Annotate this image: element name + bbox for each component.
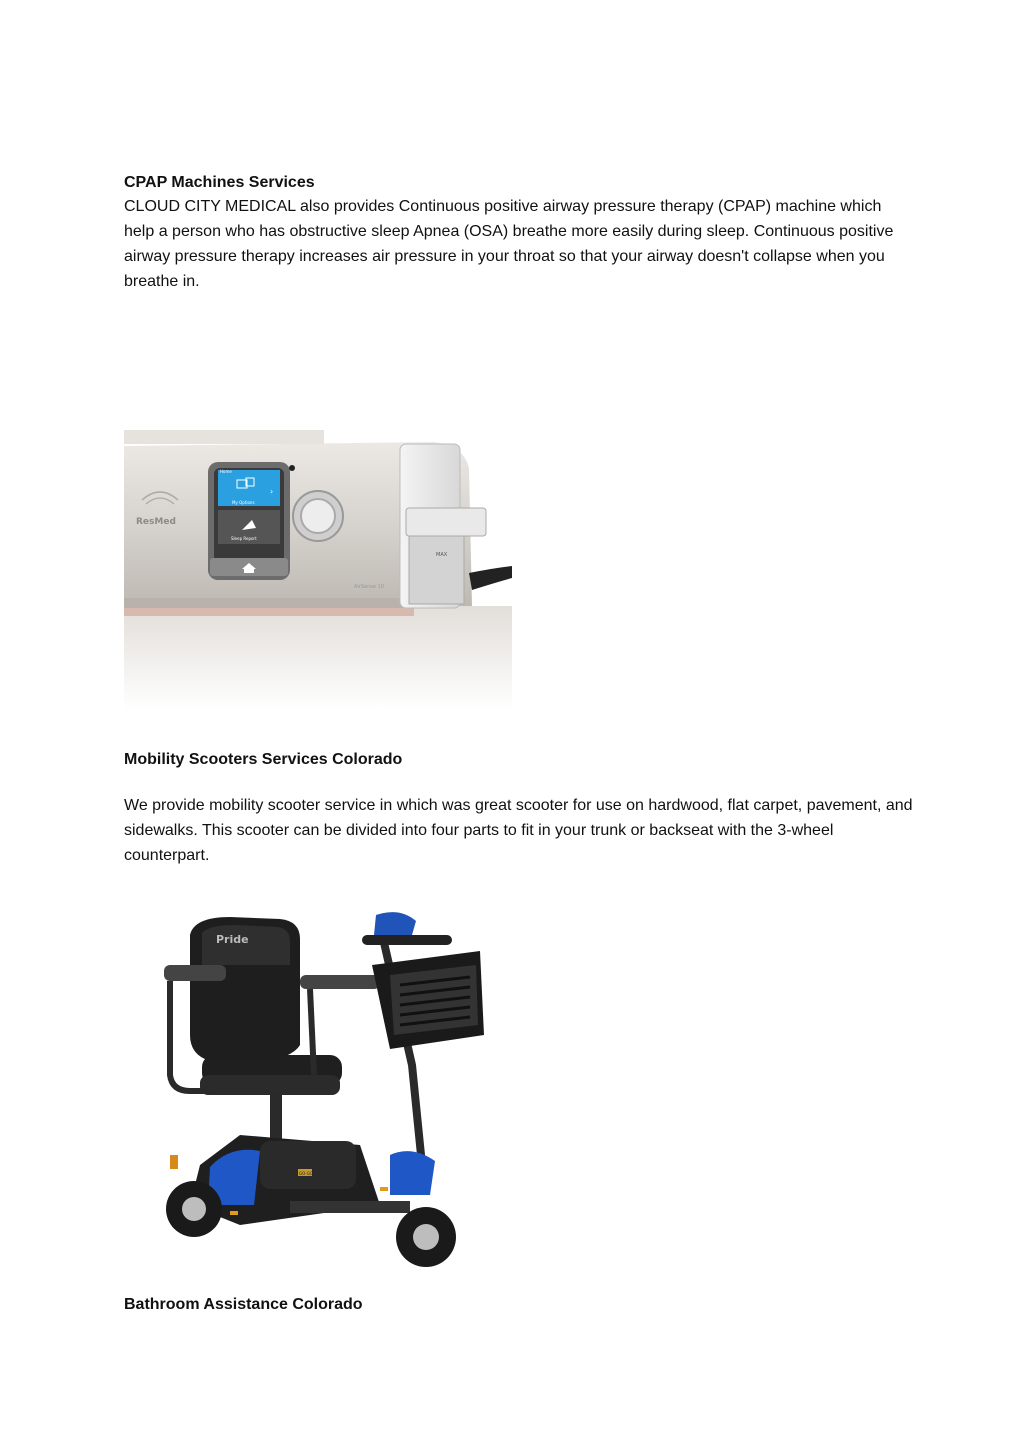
screen-home-label: Home	[220, 469, 232, 474]
cpap-section-text: CLOUD CITY MEDICAL also provides Continuous positive airway pressure therapy (CPAP) machine which help a person who has obstructive sleep Apnea (OSA) breathe more easily during sleep. Continuous positive airway pressure therapy increases air pressure in your throat so that your airway doesn't collapse when you breathe in.	[124, 198, 894, 290]
svg-text:›: ›	[270, 487, 274, 496]
pride-logo-text: Pride	[216, 933, 249, 946]
bathroom-section-heading: Bathroom Assistance Colorado	[124, 1296, 363, 1313]
resmed-logo-text: ResMed	[136, 517, 176, 527]
scooter-section-heading: Mobility Scooters Services Colorado	[124, 751, 403, 768]
mobility-scooter-image	[150, 905, 490, 1290]
cpap-machine-image	[124, 428, 512, 710]
cpap-section-heading: CPAP Machines Services	[124, 174, 315, 191]
gogo-badge-text: GO-GO	[299, 1171, 314, 1176]
my-options-label: My Options	[232, 500, 255, 505]
sleep-report-label: Sleep Report	[231, 536, 257, 541]
max-level-label: MAX	[436, 552, 448, 558]
model-label: AirSense 10	[354, 584, 384, 590]
scooter-section-text: We provide mobility scooter service in which was great scooter for use on hardwood, flat carpet, pavement, and sidewalks. This scooter can be divided into four parts to fit in your trunk or backseat with the 3-wheel counterpart.	[124, 797, 913, 864]
